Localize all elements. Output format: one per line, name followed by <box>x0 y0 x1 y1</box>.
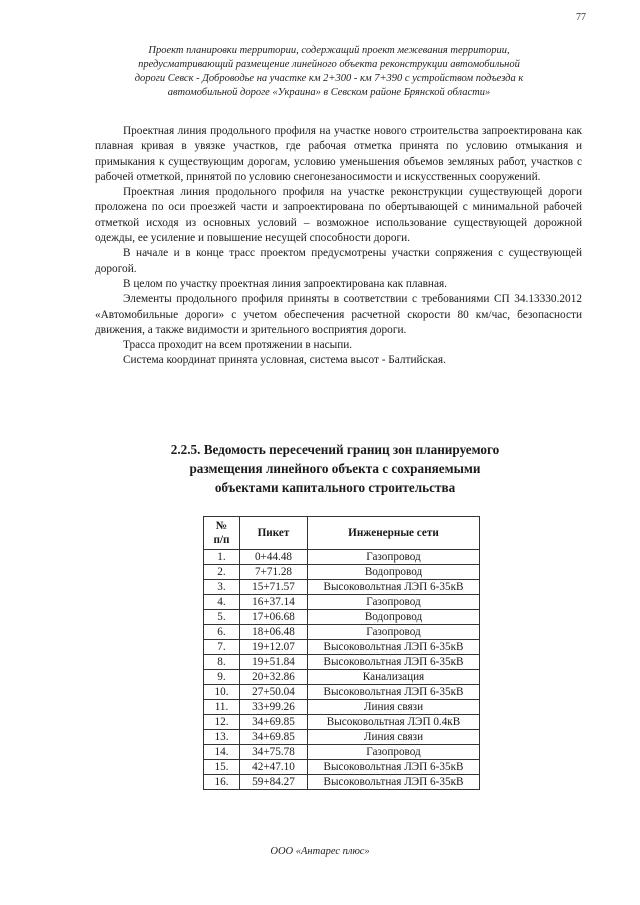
row-number-cell: 9. <box>204 670 240 685</box>
row-number-cell: 13. <box>204 730 240 745</box>
paragraph: Трасса проходит на всем протяжении в насыпи. <box>123 339 353 352</box>
footer-company: ООО «Антарес плюс» <box>270 846 370 857</box>
row-number-cell: 14. <box>204 745 240 760</box>
picket-cell: 42+47.10 <box>240 760 308 775</box>
picket-cell: 7+71.28 <box>240 565 308 580</box>
picket-cell: 18+06.48 <box>240 625 308 640</box>
header-line: Проект планировки территории, содержащий проект межевания территории, <box>148 45 510 56</box>
row-number-cell: 3. <box>204 580 240 595</box>
header-line: автомобильной дороге «Украина» в Севском районе Брянской области» <box>167 87 491 98</box>
picket-cell: 59+84.27 <box>240 775 308 790</box>
row-number-cell: 11. <box>204 700 240 715</box>
table-body <box>204 550 480 790</box>
table-row <box>204 685 480 700</box>
row-number-cell: 2. <box>204 565 240 580</box>
table-row <box>204 595 480 610</box>
paragraph: В начале и в конце трасс проектом предусмотрены участки сопряжения с существующей дорогой. <box>95 247 582 275</box>
picket-cell: 33+99.26 <box>240 700 308 715</box>
picket-cell: 20+32.86 <box>240 670 308 685</box>
picket-cell: 16+37.14 <box>240 595 308 610</box>
table-row <box>204 700 480 715</box>
table-row <box>204 670 480 685</box>
network-cell: Линия связи <box>308 730 480 745</box>
network-cell: Высоковольтная ЛЭП 6-35кВ <box>308 655 480 670</box>
row-number-cell: 10. <box>204 685 240 700</box>
network-cell: Высоковольтная ЛЭП 0.4кВ <box>308 715 480 730</box>
picket-cell: 34+69.85 <box>240 715 308 730</box>
network-cell: Линия связи <box>308 700 480 715</box>
section-heading: 2.2.5. Ведомость пересечений границ зон планируемого размещения линейного объекта с сохраняемыми объектами капитального строительства <box>170 442 500 495</box>
body-text <box>95 124 582 369</box>
row-number-cell: 16. <box>204 775 240 790</box>
picket-cell: 34+69.85 <box>240 730 308 745</box>
picket-cell: 19+12.07 <box>240 640 308 655</box>
page-number: 77 <box>576 12 586 23</box>
picket-cell: 17+06.68 <box>240 610 308 625</box>
row-number-cell: 5. <box>204 610 240 625</box>
table-row <box>204 610 480 625</box>
row-number-cell: 8. <box>204 655 240 670</box>
paragraph: В целом по участку проектная линия запроектирована как плавная. <box>123 277 448 290</box>
network-cell: Газопровод <box>308 550 480 565</box>
paragraph: Элементы продольного профиля приняты в соответствии с требованиями СП 34.13330.2012 «Автомобильные дороги» с учетом обеспечения расчетной скорости 80 км/час, безопасности движения, а также видимости и зрительного восприятия дороги. <box>95 293 582 336</box>
table-row <box>204 580 480 595</box>
network-cell: Высоковольтная ЛЭП 6-35кВ <box>308 760 480 775</box>
header-number-abbr: п/п <box>213 534 230 546</box>
table-row <box>204 565 480 580</box>
column-header-networks: Инженерные сети <box>308 517 480 550</box>
paragraph: Проектная линия продольного профиля на участке реконструкции существующей дороги проложена по оси проезжей части и запроектирована по обертывающей с минимальной рабочей отметкой исходя из основных условий – возможное использование существующей дорожной одежды, ее усиление и повышение несущей способности дороги. <box>95 186 582 245</box>
table-row <box>204 760 480 775</box>
network-cell: Газопровод <box>308 595 480 610</box>
row-number-cell: 7. <box>204 640 240 655</box>
row-number-cell: 1. <box>204 550 240 565</box>
network-cell: Водопровод <box>308 610 480 625</box>
network-cell: Газопровод <box>308 745 480 760</box>
header-line: дороги Севск - Доброводье на участке км 2+300 - км 7+390 с устройством подъезда к <box>134 73 524 84</box>
network-cell: Высоковольтная ЛЭП 6-35кВ <box>308 775 480 790</box>
table-header-row <box>204 517 480 550</box>
network-cell: Высоковольтная ЛЭП 6-35кВ <box>308 580 480 595</box>
header-line: предусматривающий размещение линейного объекта реконструкции автомобильной <box>138 59 520 70</box>
picket-cell: 27+50.04 <box>240 685 308 700</box>
network-cell: Канализация <box>308 670 480 685</box>
network-cell: Газопровод <box>308 625 480 640</box>
row-number-cell: 15. <box>204 760 240 775</box>
running-header <box>96 44 562 100</box>
table-row <box>204 640 480 655</box>
table-row <box>204 715 480 730</box>
paragraph: Проектная линия продольного профиля на участке нового строительства запроектирована как плавная кривая в увязке участков, где рабочая отметка принята по условию отмыкания и примыкания к существующим дорогам, условию уменьшения объемов земляных работ, участков с рабочей отметкой, принятой по условию снегонезаносимости и искусственных сооружений. <box>95 125 582 183</box>
row-number-cell: 6. <box>204 625 240 640</box>
picket-cell: 0+44.48 <box>240 550 308 565</box>
column-header-picket: Пикет <box>240 517 308 550</box>
row-number-cell: 4. <box>204 595 240 610</box>
picket-cell: 15+71.57 <box>240 580 308 595</box>
paragraph: Система координат принята условная, система высот - Балтийская. <box>123 354 446 367</box>
table-row <box>204 550 480 565</box>
picket-cell: 19+51.84 <box>240 655 308 670</box>
table-row <box>204 730 480 745</box>
table-row <box>204 655 480 670</box>
header-number-symbol: № <box>215 520 228 532</box>
column-header-number <box>204 517 240 550</box>
network-cell: Высоковольтная ЛЭП 6-35кВ <box>308 640 480 655</box>
network-cell: Водопровод <box>308 565 480 580</box>
network-cell: Высоковольтная ЛЭП 6-35кВ <box>308 685 480 700</box>
table-row <box>204 775 480 790</box>
row-number-cell: 12. <box>204 715 240 730</box>
table-row <box>204 745 480 760</box>
picket-cell: 34+75.78 <box>240 745 308 760</box>
crossings-table <box>203 516 480 790</box>
table-row <box>204 625 480 640</box>
